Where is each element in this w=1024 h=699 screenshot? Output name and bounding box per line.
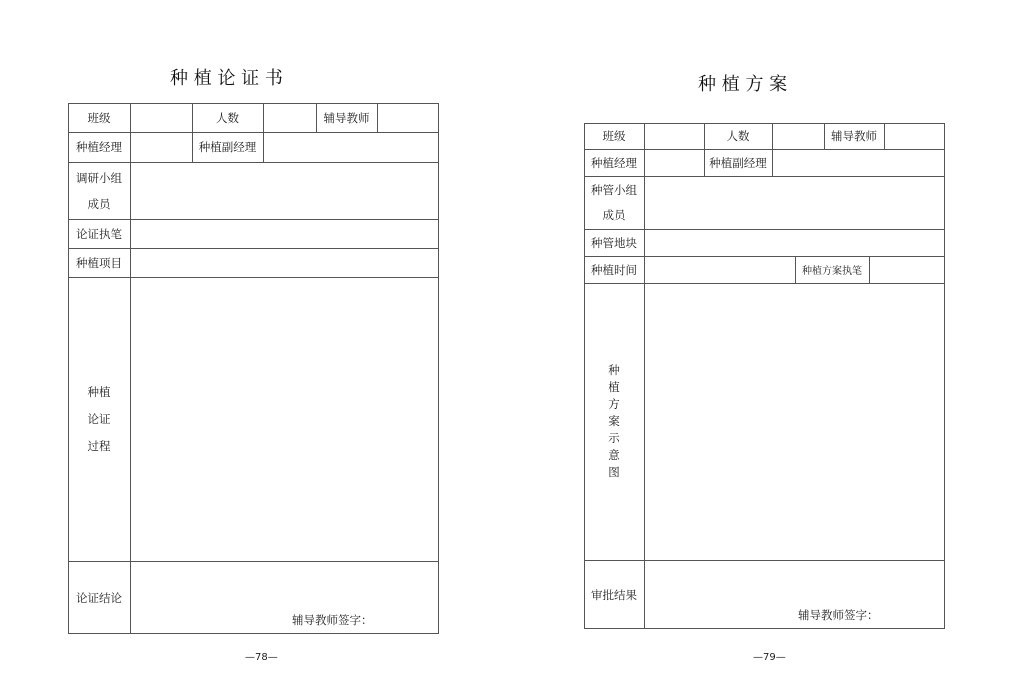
left-teacher-field[interactable] — [377, 103, 439, 132]
left-teacher-signature: 辅导教师签字： — [292, 613, 373, 627]
left-class-field[interactable] — [130, 103, 192, 132]
right-diagram-field[interactable] — [644, 283, 945, 560]
left-project-field[interactable] — [130, 248, 439, 277]
right-plan-writer-field[interactable] — [869, 256, 945, 283]
right-approval-field[interactable] — [644, 560, 945, 629]
left-class-label: 班级 — [87, 110, 111, 125]
left-survey-group-field[interactable] — [130, 162, 439, 219]
right-people-label: 人数 — [726, 129, 750, 143]
right-care-group-label: 种管小组 成员 — [591, 182, 637, 222]
right-teacher-signature: 辅导教师签字： — [798, 608, 879, 622]
left-process-field[interactable] — [130, 277, 439, 561]
left-conclusion-label: 论证结论 — [76, 590, 122, 605]
right-care-group-field[interactable] — [644, 176, 945, 229]
left-process-label: 种植 论证 过程 — [87, 384, 111, 453]
right-manager-field[interactable] — [644, 149, 704, 176]
right-deputy-field[interactable] — [772, 149, 945, 176]
right-plot-label: 种管地块 — [591, 235, 637, 250]
left-writer-label: 论证执笔 — [76, 226, 122, 241]
right-deputy-label: 种植副经理 — [709, 155, 767, 170]
left-teacher-label: 辅导教师 — [323, 110, 370, 125]
right-manager-label: 种植经理 — [591, 155, 637, 170]
right-approval-label: 审批结果 — [591, 587, 637, 602]
right-teacher-label: 辅导教师 — [831, 129, 877, 143]
right-teacher-field[interactable] — [884, 123, 945, 149]
right-class-label: 班级 — [602, 129, 626, 143]
left-page-title: 种 植 论 证 书 — [170, 68, 283, 89]
right-people-field[interactable] — [772, 123, 824, 149]
left-people-field[interactable] — [263, 103, 316, 132]
right-page — [512, 0, 1024, 699]
right-page-number: —79— — [753, 652, 786, 663]
right-page-title: 种 植 方 案 — [698, 74, 788, 95]
left-project-label: 种植项目 — [76, 255, 122, 270]
left-people-label: 人数 — [216, 110, 239, 125]
right-plot-field[interactable] — [644, 229, 945, 256]
left-deputy-label: 种植副经理 — [198, 140, 257, 154]
right-diagram-label: 种 植 方 案 示 意 图 — [608, 363, 620, 479]
left-deputy-field[interactable] — [263, 132, 439, 162]
right-time-label: 种植时间 — [591, 262, 637, 277]
right-time-field[interactable] — [644, 256, 795, 283]
left-writer-field[interactable] — [130, 219, 439, 248]
right-class-field[interactable] — [644, 123, 704, 149]
left-page-number: —78— — [245, 652, 278, 663]
right-plan-writer-label: 种植方案执笔 — [802, 266, 862, 277]
left-manager-label: 种植经理 — [76, 140, 122, 154]
left-conclusion-field[interactable] — [130, 561, 439, 634]
left-survey-group-label: 调研小组 成员 — [76, 170, 122, 211]
left-manager-field[interactable] — [130, 132, 192, 162]
